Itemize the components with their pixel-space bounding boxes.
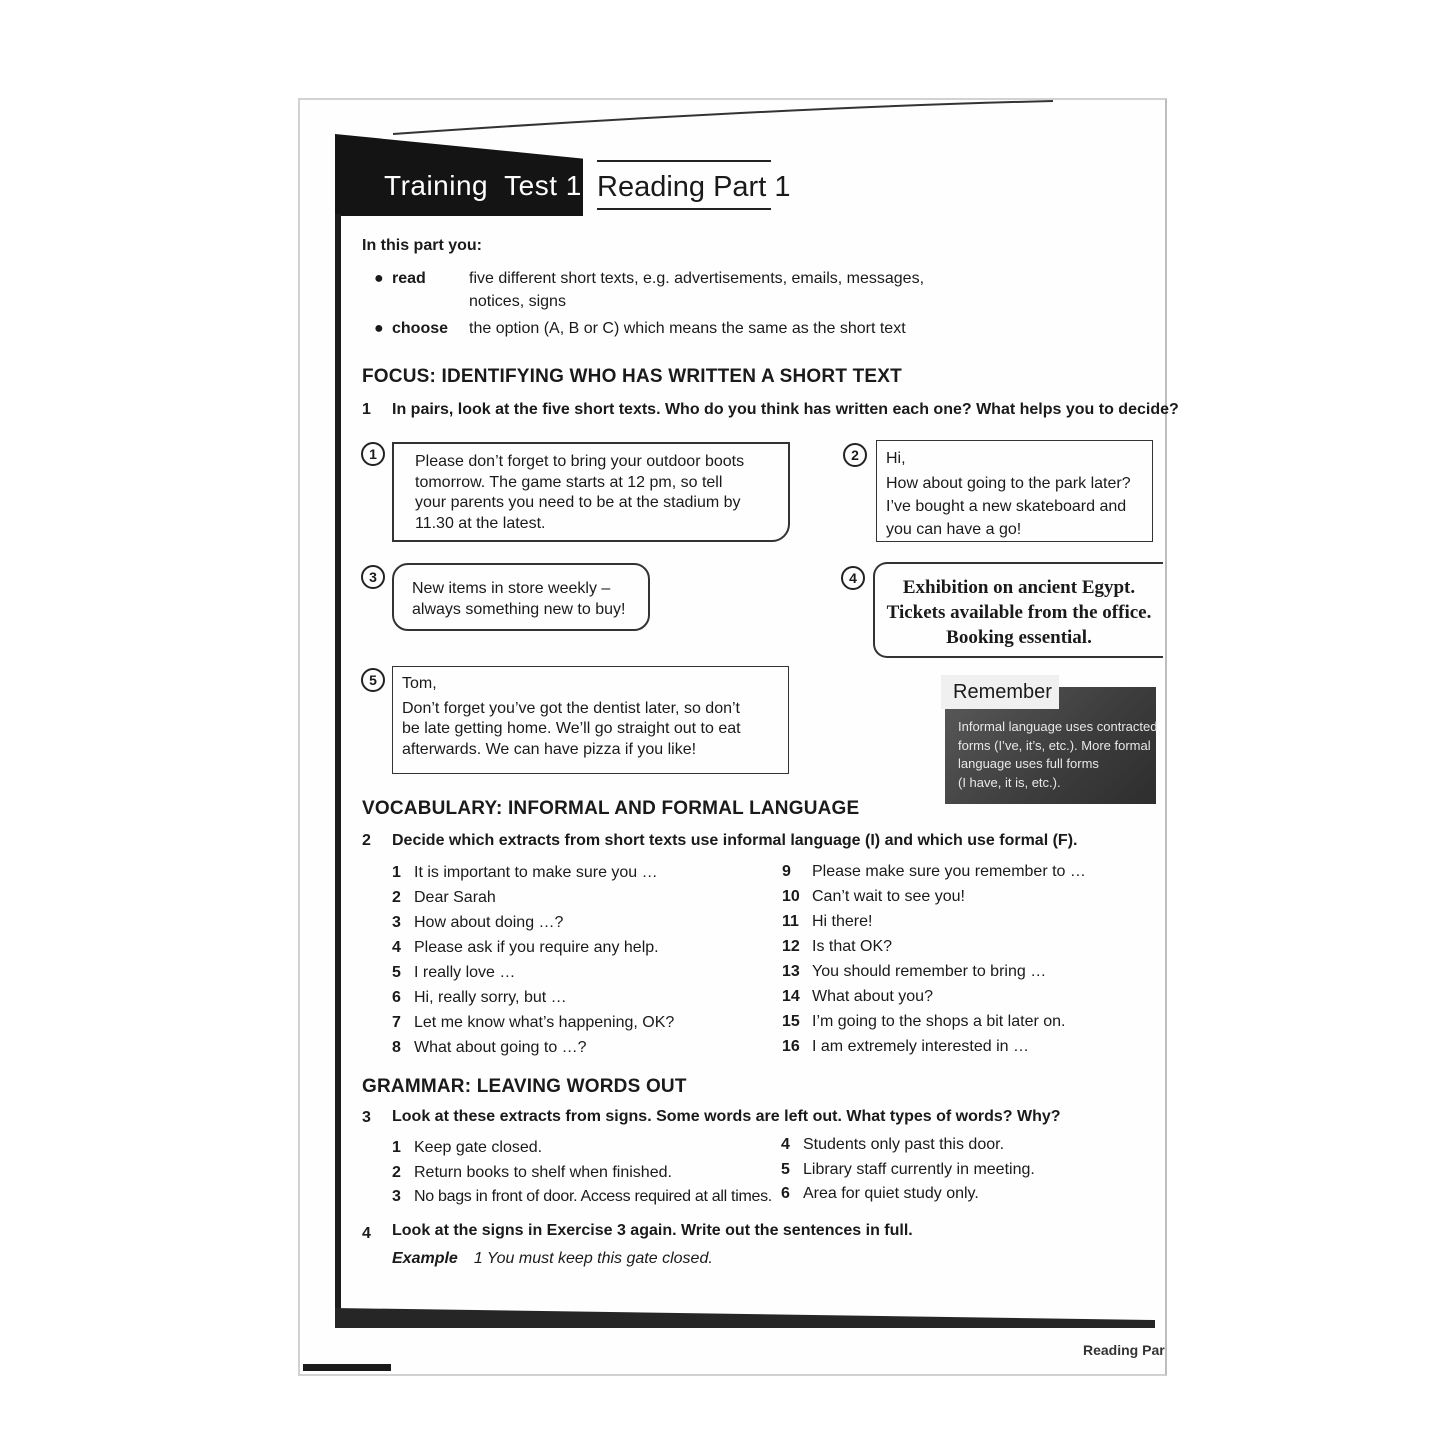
remember-line: Informal language uses contracted (958, 719, 1158, 734)
bullet-verb: choose (392, 320, 449, 337)
grammar-list-left (392, 1136, 772, 1210)
list-item: 7 Let me know what’s happening, OK? (392, 1014, 675, 1031)
list-item: 12 Is that OK? (782, 938, 893, 955)
text-line: I’ve bought a new skateboard and (886, 498, 1127, 515)
remember-text (958, 718, 1158, 792)
list-item: 15 I’m going to the shops a bit later on. (782, 1013, 1066, 1030)
text-line: Tom, (402, 675, 437, 692)
list-item: 16 I am extremely interested in … (782, 1038, 1029, 1055)
exercise-4-example (392, 1250, 713, 1268)
text-number-3: 3 (361, 565, 385, 589)
list-item: 14 What about you? (782, 988, 933, 1005)
bullet-text: five different short texts, e.g. advertisements, emails, messages, (469, 270, 925, 287)
exercise-2-instruction: Decide which extracts from short texts use informal language (I) and which use formal (F). (392, 832, 1078, 849)
list-item: 1 Keep gate closed. (392, 1139, 543, 1156)
text-line: you can have a go! (886, 521, 1022, 538)
exercise-3-instruction: Look at these extracts from signs. Some words are left out. What types of words? Why? (392, 1108, 1061, 1125)
exercise-4-number: 4 (362, 1225, 371, 1242)
page-title: Reading Part 1 (597, 160, 771, 210)
list-item: 9 Please make sure you remember to … (782, 863, 1086, 880)
text-number-1: 1 (361, 442, 385, 466)
text-line: New items in store weekly – (412, 580, 611, 597)
list-item: 5 I really love … (392, 964, 516, 981)
remember-line: language uses full forms (958, 756, 1099, 771)
exercise-1-instruction: In pairs, look at the five short texts. Who do you think has written each one? What helps you to decide? (392, 401, 1179, 418)
example-label: Example (392, 1250, 458, 1267)
remember-line: (I have, it is, etc.). (958, 774, 1061, 790)
example-text: 1 You must keep this gate closed. (473, 1250, 713, 1267)
text-number-5: 5 (361, 668, 385, 692)
list-item: 11 Hi there! (782, 913, 873, 930)
grammar-list-right (781, 1133, 1035, 1207)
vocabulary-list-right (782, 859, 1086, 1059)
text-line: always something new to buy! (412, 600, 626, 618)
list-item: 6 Area for quiet study only. (781, 1185, 979, 1202)
grammar-heading: GRAMMAR: LEAVING WORDS OUT (362, 1076, 687, 1097)
text-line: Hi, (886, 450, 906, 467)
bullet-dot: ● (374, 270, 384, 287)
intro-heading: In this part you: (362, 237, 482, 254)
list-item: 5 Library staff currently in meeting. (781, 1160, 1035, 1178)
text-box-5 (392, 666, 789, 774)
text-line: afterwards. We can have pizza if you like! (402, 740, 697, 758)
text-line: Booking essential. (946, 627, 1092, 648)
top-edge-line (393, 100, 1053, 136)
text-line: tomorrow. The game starts at 12 pm, so tell (415, 473, 723, 491)
list-item: 3 No bags in front of door. Access required at all times. (392, 1188, 772, 1205)
vocabulary-list-left (392, 860, 674, 1060)
list-item: 2 Return books to shelf when finished. (392, 1163, 672, 1181)
list-item: 3 How about doing …? (392, 914, 564, 931)
list-item: 13 You should remember to bring … (782, 963, 1047, 980)
exercise-4-instruction: Look at the signs in Exercise 3 again. Write out the sentences in full. (392, 1222, 913, 1239)
text-box-3 (392, 563, 650, 631)
vocabulary-heading: VOCABULARY: INFORMAL AND FORMAL LANGUAGE (362, 798, 860, 819)
list-item: 8 What about going to …? (392, 1039, 587, 1056)
list-item: 1 It is important to make sure you … (392, 864, 658, 881)
list-item: 2 Dear Sarah (392, 889, 496, 906)
remember-tab: Remember (941, 675, 1059, 709)
text-box-1 (392, 442, 790, 542)
text-number-2: 2 (843, 443, 867, 467)
text-line: 11.30 at the latest. (415, 514, 546, 532)
footer-text: Reading Par (1083, 1342, 1165, 1358)
text-line: Exhibition on ancient Egypt. (902, 577, 1136, 598)
list-item: 4 Please ask if you require any help. (392, 939, 659, 956)
text-line: Please don’t forget to bring your outdoor boots (415, 453, 745, 470)
bullet-text: notices, signs (469, 293, 566, 310)
exercise-2-number: 2 (362, 832, 371, 849)
text-line: Tickets available from the office. (886, 602, 1152, 623)
left-border-bar (335, 214, 341, 1326)
text-line: be late getting home. We’ll go straight out to eat (402, 720, 741, 737)
text-box-2 (876, 440, 1153, 542)
text-box-4 (873, 562, 1163, 658)
exercise-1-number: 1 (362, 401, 371, 418)
focus-heading: FOCUS: IDENTIFYING WHO HAS WRITTEN A SHORT TEXT (362, 366, 902, 387)
bullet-text: the option (A, B or C) which means the same as the short text (469, 320, 906, 337)
list-item: 10 Can’t wait to see you! (782, 888, 965, 905)
header-banner-title: Training Test 1 (384, 170, 582, 201)
text-line: your parents you need to be at the stadium by (415, 494, 741, 511)
text-line: How about going to the park later? (886, 475, 1131, 492)
exercise-3-number: 3 (362, 1109, 371, 1126)
footer-bar (303, 1364, 391, 1371)
text-number-4: 4 (841, 566, 865, 590)
remember-line: forms (I’ve, it’s, etc.). More formal (958, 737, 1151, 753)
bullet-verb: read (392, 270, 426, 287)
list-item: 6 Hi, really sorry, but … (392, 989, 567, 1006)
text-line: Don’t forget you’ve got the dentist later, so don’t (402, 699, 740, 717)
bullet-dot: ● (374, 320, 384, 337)
list-item: 4 Students only past this door. (781, 1136, 1005, 1153)
bottom-border-bar (335, 1308, 1155, 1328)
